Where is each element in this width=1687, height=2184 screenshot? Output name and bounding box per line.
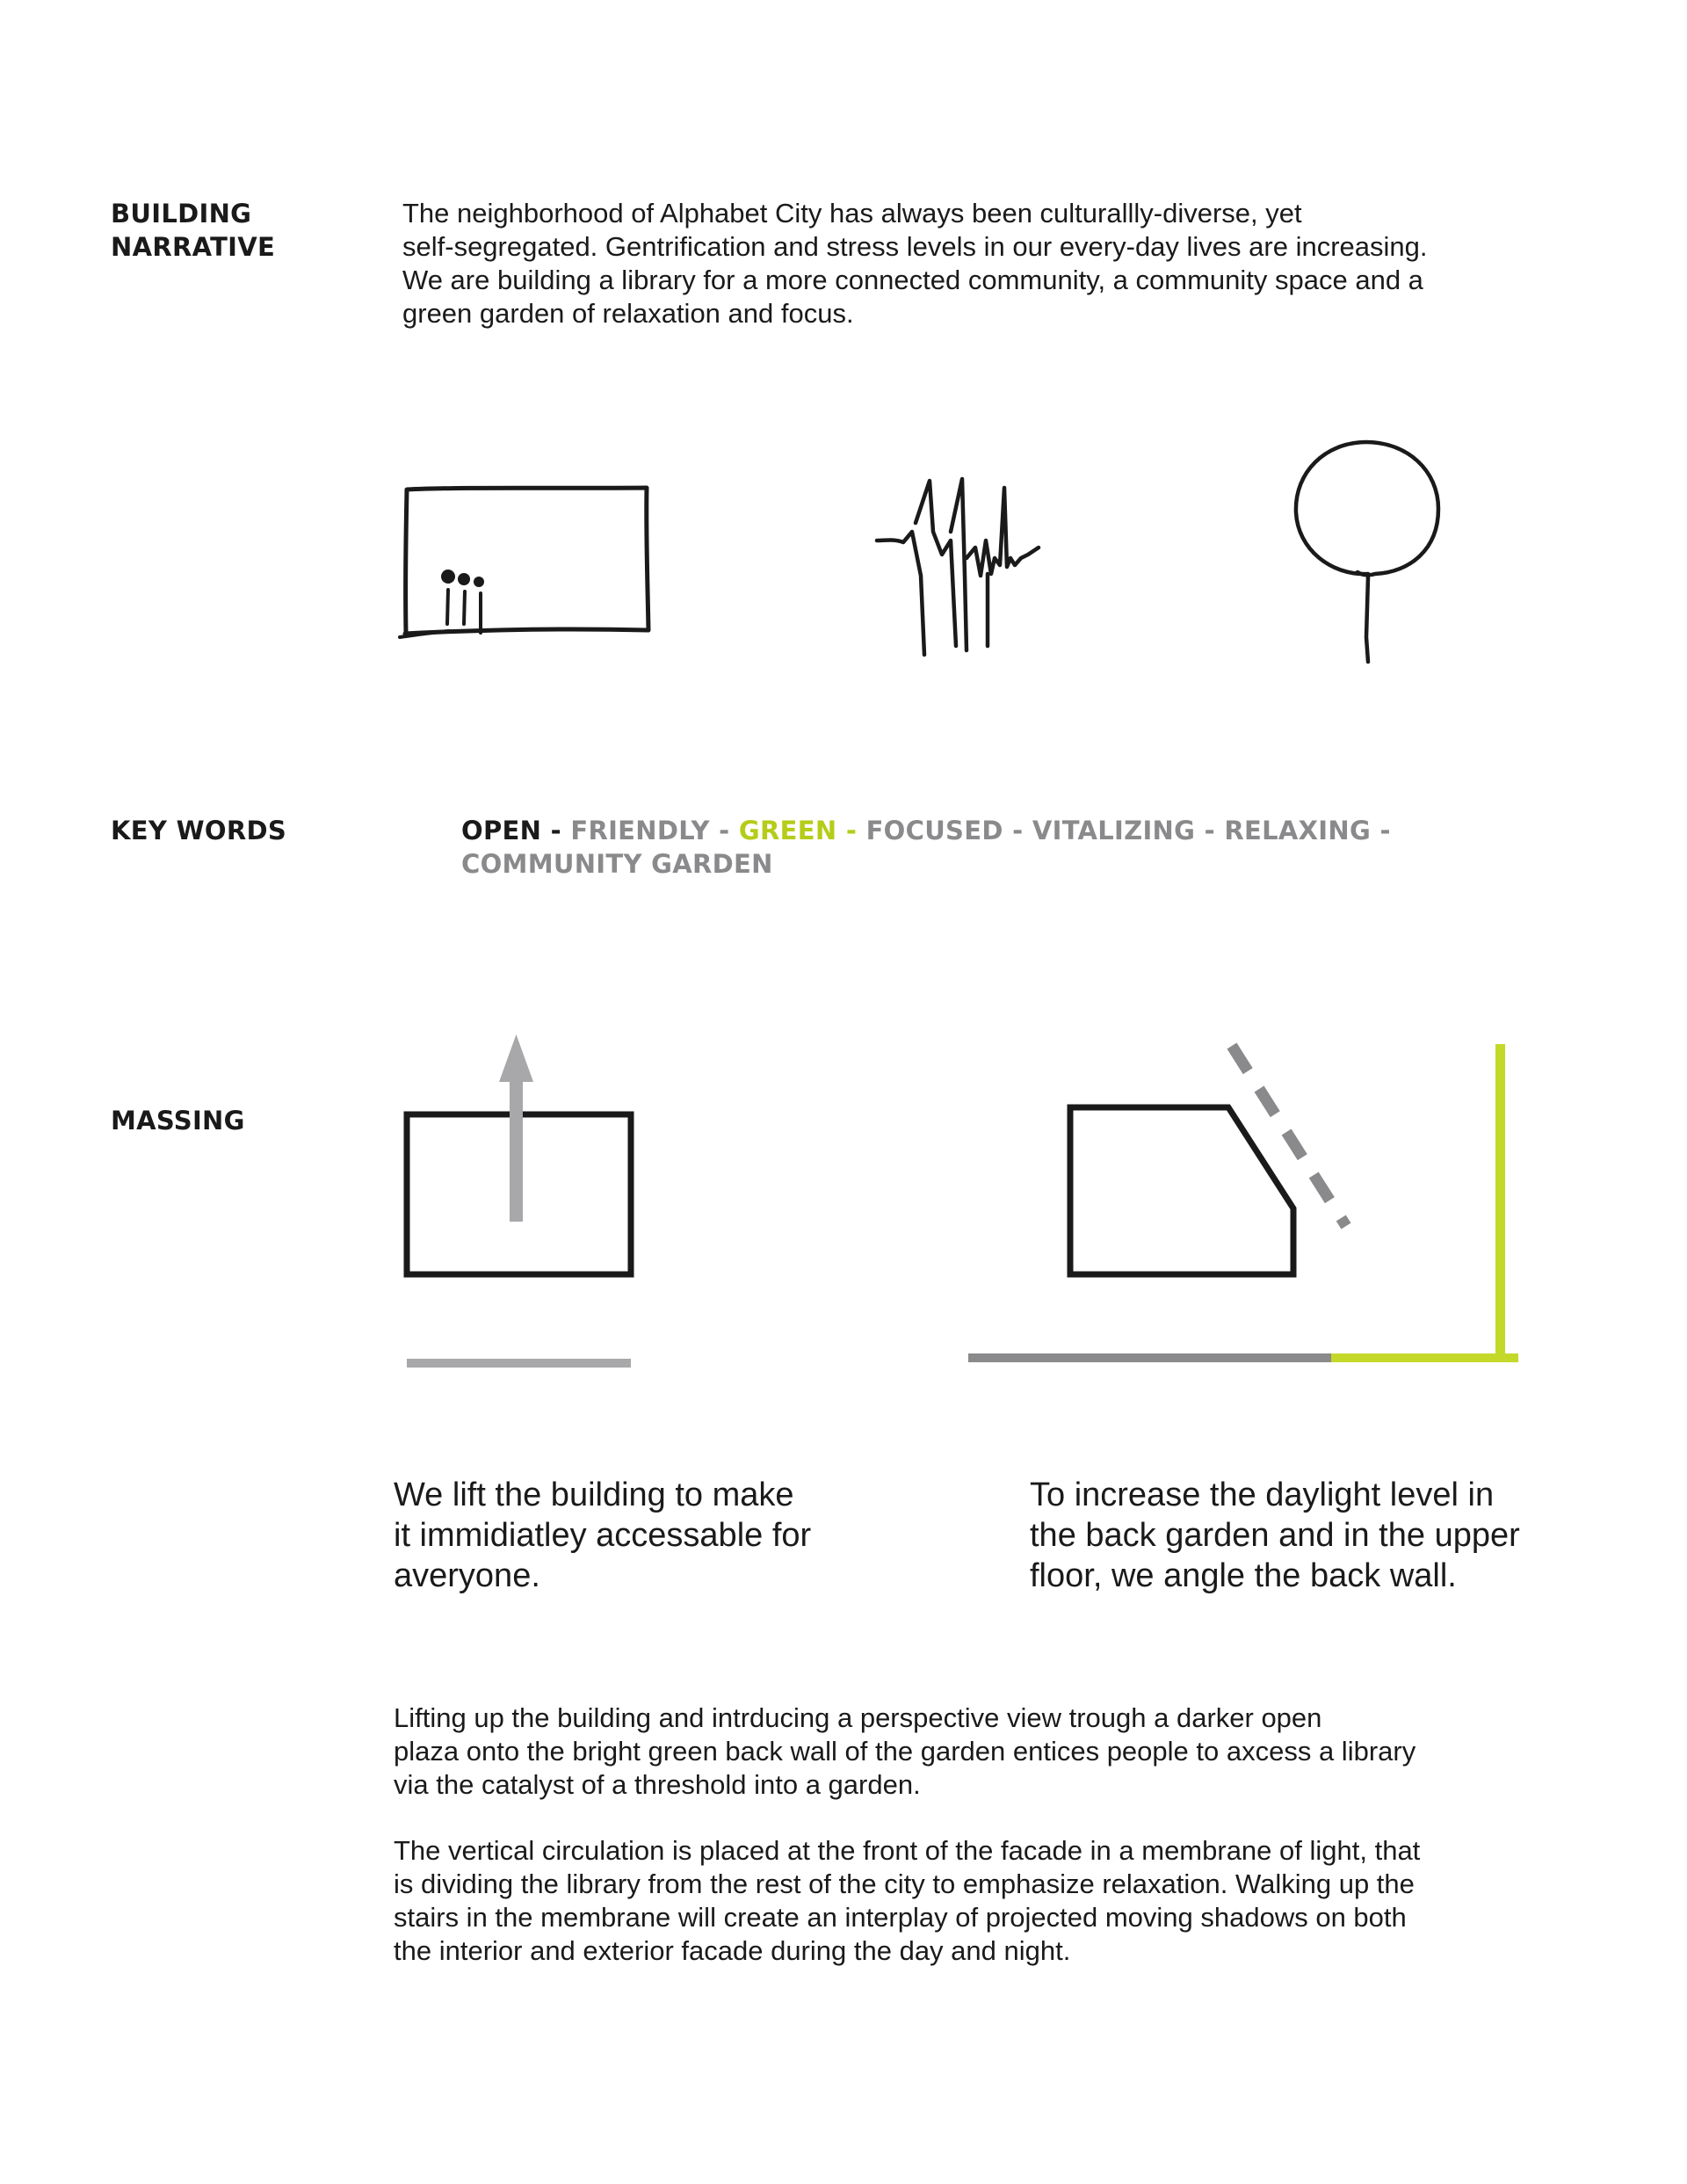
paragraph-circulation: The vertical circulation is placed at the front of the facade in a membrane of light, that is dividing the library from the rest of the city to emphasize relaxation. Walking up the stairs in the membrane will create an interplay of projected moving shadows on both the interior and exterior facade during the day and night. (394, 1835, 1421, 1966)
building-narrative-label: BUILDING NARRATIVE (111, 199, 276, 262)
building-narrative-text: The neighborhood of Alphabet City has always been culturallly-diverse, yet self-segregated. Gentrification and stress levels in our every-day lives are increasing. We are building a library for a more connected community, a community space and a green garden of relaxation and focus. (402, 198, 1428, 329)
ground-line (407, 1359, 631, 1368)
paragraph-lifting: Lifting up the building and intrducing a perspective view trough a darker open plaza onto the bright green back wall of the garden entices people to axcess a library via the catalyst of a threshold into a garden. (394, 1702, 1416, 1800)
keyword-community-garden: COMMUNITY GARDEN (461, 849, 773, 879)
keyword-relaxing: RELAXING - (1224, 816, 1391, 845)
tree-icon (1287, 435, 1445, 668)
ground-line-gray (968, 1353, 1333, 1362)
keyword-green: GREEN - (738, 816, 866, 845)
library-box-icon (400, 479, 655, 650)
stress-wave-icon (870, 470, 1068, 668)
key-words-label: KEY WORDS (111, 816, 287, 845)
massing-label: MASSING (111, 1106, 245, 1136)
caption-angle: To increase the daylight level in the back garden and in the upper floor, we angle the back wall. (1030, 1477, 1520, 1594)
lift-diagram (400, 1024, 646, 1375)
angle-diagram (967, 1037, 1511, 1371)
green-wall-bottom (1331, 1353, 1518, 1362)
arrow-up-icon (499, 1034, 533, 1082)
caption-lift: We lift the building to make it immidiatley accessable for averyone. (394, 1477, 812, 1594)
keyword-focused: FOCUSED - (865, 816, 1032, 845)
keyword-open: OPEN - (461, 816, 571, 845)
keyword-vitalizing: VITALIZING - (1032, 816, 1225, 845)
arrow-shaft (510, 1072, 523, 1222)
key-words-list (461, 814, 1472, 881)
green-wall-vertical (1495, 1044, 1505, 1362)
angled-building (1070, 1107, 1293, 1274)
keyword-friendly: FRIENDLY - (570, 816, 739, 845)
